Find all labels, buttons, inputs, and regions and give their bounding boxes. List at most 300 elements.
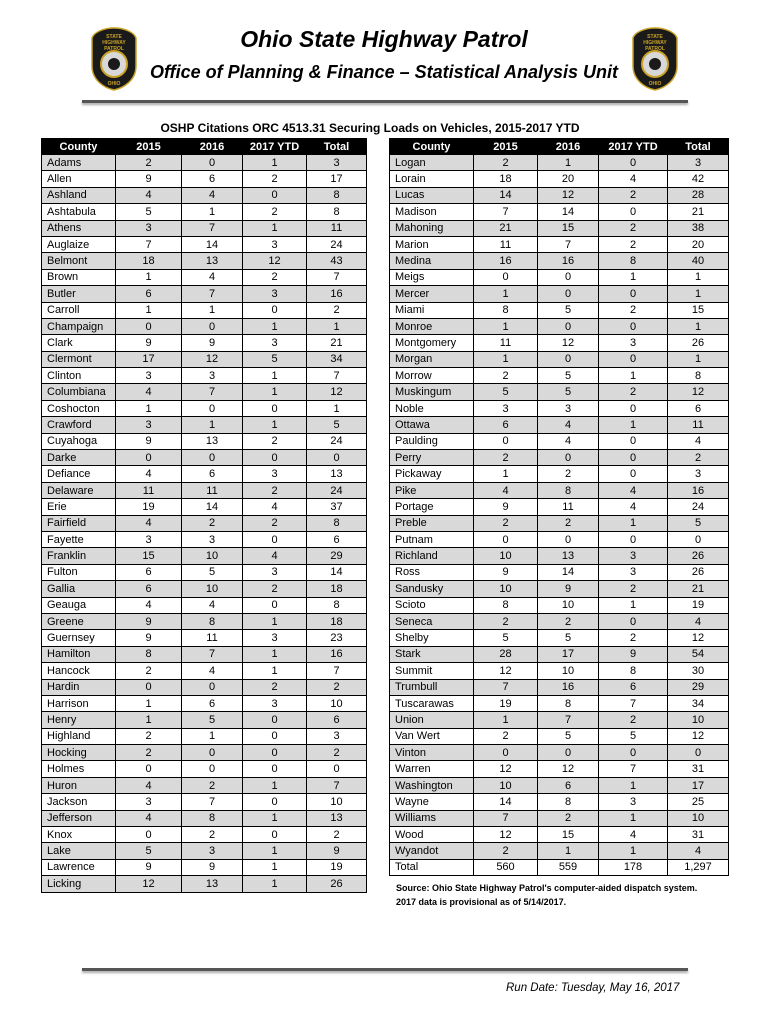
cell-total: 3 <box>668 155 729 171</box>
cell-2017-ytd: 2 <box>243 679 307 695</box>
cell-total: 11 <box>668 417 729 433</box>
cell-2015: 2 <box>474 613 538 629</box>
table-row <box>42 843 367 859</box>
cell-2015: 16 <box>474 253 538 269</box>
cell-2016: 0 <box>538 269 599 285</box>
cell-total: 8 <box>307 187 367 203</box>
cell-total: 13 <box>307 466 367 482</box>
cell-2017-ytd: 0 <box>599 204 668 220</box>
cell-2017-ytd: 0 <box>243 827 307 843</box>
cell-2015: 8 <box>474 597 538 613</box>
table-row <box>42 368 367 384</box>
cell-2017-ytd: 1 <box>243 777 307 793</box>
cell-2016: 5 <box>538 368 599 384</box>
cell-county: Paulding <box>390 433 474 449</box>
cell-2017-ytd: 2 <box>599 236 668 252</box>
cell-county: Putnam <box>390 531 474 547</box>
cell-county: Jefferson <box>42 810 116 826</box>
cell-2015: 0 <box>116 761 182 777</box>
cell-total: 17 <box>668 777 729 793</box>
cell-2017-ytd: 1 <box>243 368 307 384</box>
cell-county: Ashtabula <box>42 204 116 220</box>
cell-2016: 2 <box>182 777 243 793</box>
cell-2017-ytd: 0 <box>599 466 668 482</box>
badge-left-text-3: PATROL <box>104 46 124 52</box>
cell-2016: 5 <box>538 384 599 400</box>
cell-county: Morrow <box>390 368 474 384</box>
table-row <box>42 613 367 629</box>
cell-2017-ytd: 1 <box>243 318 307 334</box>
cell-2016: 11 <box>538 499 599 515</box>
table-row <box>390 712 729 728</box>
cell-2016: 17 <box>538 646 599 662</box>
cell-2016: 0 <box>538 286 599 302</box>
cell-2015: 12 <box>474 663 538 679</box>
cell-2016: 12 <box>538 761 599 777</box>
table-row <box>42 531 367 547</box>
cell-2016: 8 <box>538 695 599 711</box>
cell-county: Pike <box>390 482 474 498</box>
cell-total: 38 <box>668 220 729 236</box>
cell-total: 7 <box>307 663 367 679</box>
table-row <box>390 564 729 580</box>
badge-left-text-2: HIGHWAY <box>102 40 126 46</box>
cell-2015: 4 <box>116 777 182 793</box>
cell-2015: 9 <box>116 630 182 646</box>
table-row <box>390 499 729 515</box>
cell-county: Hocking <box>42 745 116 761</box>
cell-county: Meigs <box>390 269 474 285</box>
cell-total: 4 <box>668 613 729 629</box>
cell-total: 1 <box>668 286 729 302</box>
cell-county: Champaign <box>42 318 116 334</box>
cell-total: 3 <box>307 155 367 171</box>
table-row <box>42 810 367 826</box>
cell-total: 7 <box>307 368 367 384</box>
cell-total: 14 <box>307 564 367 580</box>
table-row <box>42 761 367 777</box>
table-row <box>42 417 367 433</box>
cell-county: Vinton <box>390 745 474 761</box>
table-row <box>42 876 367 892</box>
cell-2017-ytd: 2 <box>599 220 668 236</box>
table-row <box>390 794 729 810</box>
cell-county: Belmont <box>42 253 116 269</box>
cell-total: 1,297 <box>668 859 729 875</box>
cell-2015: 1 <box>474 318 538 334</box>
cell-2016: 0 <box>538 450 599 466</box>
cell-2016: 1 <box>538 155 599 171</box>
cell-2017-ytd: 2 <box>599 581 668 597</box>
citations-table-left <box>41 138 367 893</box>
cell-total: 12 <box>668 728 729 744</box>
cell-2017-ytd: 1 <box>599 515 668 531</box>
cell-2015: 3 <box>116 794 182 810</box>
cell-2016: 4 <box>538 433 599 449</box>
cell-2016: 14 <box>538 204 599 220</box>
cell-total: 8 <box>307 204 367 220</box>
cell-2015: 10 <box>474 548 538 564</box>
cell-county: Harrison <box>42 695 116 711</box>
table-row <box>390 433 729 449</box>
cell-2015: 18 <box>116 253 182 269</box>
cell-2017-ytd: 2 <box>243 433 307 449</box>
cell-2017-ytd: 0 <box>243 712 307 728</box>
cell-county: Fairfield <box>42 515 116 531</box>
cell-county: Union <box>390 712 474 728</box>
cell-total: 5 <box>307 417 367 433</box>
cell-2015: 3 <box>116 220 182 236</box>
table-row <box>390 728 729 744</box>
cell-2015: 1 <box>116 695 182 711</box>
cell-2016: 8 <box>538 794 599 810</box>
cell-2016: 4 <box>182 597 243 613</box>
table-row <box>42 450 367 466</box>
cell-total: 8 <box>307 515 367 531</box>
column-header-2016: 2016 <box>182 139 243 155</box>
cell-county: Delaware <box>42 482 116 498</box>
cell-2017-ytd: 4 <box>599 171 668 187</box>
cell-total: 26 <box>668 548 729 564</box>
cell-2017-ytd: 2 <box>243 269 307 285</box>
cell-2017-ytd: 3 <box>599 564 668 580</box>
cell-2017-ytd: 1 <box>599 777 668 793</box>
cell-total: 8 <box>307 597 367 613</box>
cell-2017-ytd: 0 <box>243 794 307 810</box>
cell-2017-ytd: 2 <box>243 515 307 531</box>
cell-2016: 2 <box>182 827 243 843</box>
table-row <box>42 433 367 449</box>
cell-2017-ytd: 8 <box>599 253 668 269</box>
cell-2017-ytd: 8 <box>599 663 668 679</box>
cell-2016: 4 <box>182 663 243 679</box>
cell-2017-ytd: 1 <box>243 843 307 859</box>
cell-2017-ytd: 1 <box>243 663 307 679</box>
cell-county: Athens <box>42 220 116 236</box>
cell-county: Logan <box>390 155 474 171</box>
cell-2016: 0 <box>182 400 243 416</box>
cell-2016: 2 <box>538 613 599 629</box>
cell-2015: 3 <box>474 400 538 416</box>
cell-county: Greene <box>42 613 116 629</box>
cell-2017-ytd: 2 <box>599 630 668 646</box>
table-row <box>390 417 729 433</box>
cell-2017-ytd: 3 <box>599 335 668 351</box>
cell-county: Wood <box>390 827 474 843</box>
table-header-row <box>390 139 729 155</box>
table-row <box>42 745 367 761</box>
cell-2017-ytd: 2 <box>243 482 307 498</box>
cell-total: 31 <box>668 827 729 843</box>
cell-2016: 3 <box>538 400 599 416</box>
cell-county: Jackson <box>42 794 116 810</box>
cell-total: 15 <box>668 302 729 318</box>
cell-total: 12 <box>668 384 729 400</box>
table-row <box>390 695 729 711</box>
cell-total: 17 <box>307 171 367 187</box>
cell-total: 26 <box>668 564 729 580</box>
cell-2016: 9 <box>182 335 243 351</box>
badge-left-text-1: STATE <box>106 34 122 40</box>
table-row <box>390 482 729 498</box>
cell-2016: 13 <box>182 433 243 449</box>
table-row <box>42 269 367 285</box>
cell-2017-ytd: 3 <box>243 564 307 580</box>
cell-county: Allen <box>42 171 116 187</box>
cell-county: Washington <box>390 777 474 793</box>
cell-2016: 14 <box>538 564 599 580</box>
table-row <box>390 613 729 629</box>
table-row <box>42 171 367 187</box>
cell-2015: 1 <box>116 302 182 318</box>
table-row <box>390 581 729 597</box>
cell-2016: 20 <box>538 171 599 187</box>
cell-2017-ytd: 3 <box>599 794 668 810</box>
cell-county: Perry <box>390 450 474 466</box>
cell-total: 16 <box>668 482 729 498</box>
cell-2016: 15 <box>538 220 599 236</box>
cell-2016: 7 <box>182 286 243 302</box>
table-row <box>390 286 729 302</box>
cell-2015: 9 <box>116 613 182 629</box>
cell-2017-ytd: 0 <box>599 613 668 629</box>
table-row <box>390 204 729 220</box>
table-row <box>42 253 367 269</box>
cell-county: Clark <box>42 335 116 351</box>
cell-2015: 0 <box>116 679 182 695</box>
cell-2015: 9 <box>116 335 182 351</box>
table-row <box>42 351 367 367</box>
table-row <box>390 827 729 843</box>
cell-total: 29 <box>668 679 729 695</box>
cell-2017-ytd: 1 <box>243 417 307 433</box>
cell-2016: 14 <box>182 236 243 252</box>
badge-right-text-3: PATROL <box>645 46 665 52</box>
table-row <box>42 728 367 744</box>
cell-total: 1 <box>668 318 729 334</box>
cell-county: Auglaize <box>42 236 116 252</box>
table-row <box>42 597 367 613</box>
cell-2016: 0 <box>182 679 243 695</box>
cell-county: Medina <box>390 253 474 269</box>
cell-total: 21 <box>307 335 367 351</box>
cell-2015: 1 <box>116 400 182 416</box>
cell-county: Adams <box>42 155 116 171</box>
cell-2015: 12 <box>474 827 538 843</box>
cell-county: Hardin <box>42 679 116 695</box>
cell-2016: 3 <box>182 531 243 547</box>
cell-total: 0 <box>668 745 729 761</box>
table-row <box>42 859 367 875</box>
footer-divider <box>82 968 688 971</box>
cell-2016: 8 <box>182 613 243 629</box>
cell-2015: 9 <box>116 859 182 875</box>
cell-2017-ytd: 1 <box>243 810 307 826</box>
cell-2016: 5 <box>182 564 243 580</box>
cell-county: Madison <box>390 204 474 220</box>
cell-2015: 2 <box>116 155 182 171</box>
cell-2016: 0 <box>538 531 599 547</box>
cell-county: Lucas <box>390 187 474 203</box>
cell-total: 26 <box>668 335 729 351</box>
cell-2016: 16 <box>538 679 599 695</box>
table-row <box>390 679 729 695</box>
column-header-2017-ytd: 2017 YTD <box>243 139 307 155</box>
cell-2015: 11 <box>116 482 182 498</box>
cell-2017-ytd: 2 <box>599 302 668 318</box>
table-row <box>390 777 729 793</box>
source-note: Source: Ohio State Highway Patrol's computer-aided dispatch system. 2017 data is provisional as of 5/14/2017. <box>396 883 698 907</box>
cell-2017-ytd: 0 <box>599 351 668 367</box>
cell-2016: 5 <box>538 728 599 744</box>
cell-2015: 8 <box>116 646 182 662</box>
table-row <box>390 335 729 351</box>
cell-total: 1 <box>668 269 729 285</box>
cell-county: Fayette <box>42 531 116 547</box>
cell-total: 16 <box>307 286 367 302</box>
cell-county: Coshocton <box>42 400 116 416</box>
cell-2016: 1 <box>182 417 243 433</box>
table-row <box>42 286 367 302</box>
cell-2016: 2 <box>538 515 599 531</box>
cell-total: 19 <box>668 597 729 613</box>
page-subtitle: Office of Planning & Finance – Statistical Analysis Unit <box>149 62 619 82</box>
cell-2016: 7 <box>182 384 243 400</box>
cell-2016: 13 <box>538 548 599 564</box>
cell-total: 13 <box>307 810 367 826</box>
cell-2016: 0 <box>182 155 243 171</box>
cell-county: Montgomery <box>390 335 474 351</box>
cell-total: 10 <box>668 810 729 826</box>
cell-total: 3 <box>307 728 367 744</box>
cell-county: Scioto <box>390 597 474 613</box>
cell-county: Fulton <box>42 564 116 580</box>
cell-2016: 7 <box>538 712 599 728</box>
cell-2015: 2 <box>474 450 538 466</box>
cell-2015: 19 <box>116 499 182 515</box>
table-row <box>390 646 729 662</box>
cell-2015: 17 <box>116 351 182 367</box>
cell-county: Monroe <box>390 318 474 334</box>
cell-2017-ytd: 7 <box>599 761 668 777</box>
cell-2015: 9 <box>116 171 182 187</box>
cell-county: Cuyahoga <box>42 433 116 449</box>
cell-2015: 6 <box>116 581 182 597</box>
cell-2017-ytd: 3 <box>243 236 307 252</box>
cell-2015: 0 <box>474 531 538 547</box>
table-row <box>390 351 729 367</box>
cell-total: 10 <box>668 712 729 728</box>
table-row <box>42 679 367 695</box>
cell-2015: 7 <box>474 810 538 826</box>
cell-2015: 11 <box>474 335 538 351</box>
cell-2017-ytd: 3 <box>243 695 307 711</box>
cell-2015: 4 <box>116 187 182 203</box>
cell-total: 12 <box>668 630 729 646</box>
cell-county: Ashland <box>42 187 116 203</box>
cell-2017-ytd: 0 <box>243 745 307 761</box>
cell-2015: 5 <box>474 630 538 646</box>
cell-2017-ytd: 0 <box>599 318 668 334</box>
cell-2016: 11 <box>182 630 243 646</box>
cell-total: 34 <box>668 695 729 711</box>
cell-total: 34 <box>307 351 367 367</box>
cell-2015: 4 <box>116 810 182 826</box>
cell-2016: 5 <box>182 712 243 728</box>
cell-2015: 0 <box>474 745 538 761</box>
cell-2017-ytd: 4 <box>599 499 668 515</box>
cell-county: Crawford <box>42 417 116 433</box>
cell-county: Noble <box>390 400 474 416</box>
cell-2017-ytd: 5 <box>599 728 668 744</box>
cell-2015: 9 <box>474 499 538 515</box>
cell-2016: 3 <box>182 368 243 384</box>
cell-2015: 1 <box>474 351 538 367</box>
cell-2016: 7 <box>538 236 599 252</box>
cell-2015: 0 <box>474 269 538 285</box>
cell-county: Clinton <box>42 368 116 384</box>
cell-2016: 0 <box>182 450 243 466</box>
cell-county: Shelby <box>390 630 474 646</box>
cell-county: Mahoning <box>390 220 474 236</box>
cell-2016: 12 <box>182 351 243 367</box>
cell-county: Licking <box>42 876 116 892</box>
cell-2015: 6 <box>116 286 182 302</box>
cell-county: Portage <box>390 499 474 515</box>
cell-county: Lorain <box>390 171 474 187</box>
cell-2017-ytd: 178 <box>599 859 668 875</box>
cell-2016: 0 <box>182 745 243 761</box>
cell-total: 20 <box>668 236 729 252</box>
cell-2015: 21 <box>474 220 538 236</box>
cell-2016: 10 <box>182 581 243 597</box>
cell-total: 11 <box>307 220 367 236</box>
cell-total: 16 <box>307 646 367 662</box>
table-row <box>390 630 729 646</box>
cell-2016: 1 <box>182 204 243 220</box>
table-row <box>42 515 367 531</box>
column-header-2016: 2016 <box>538 139 599 155</box>
cell-2015: 10 <box>474 581 538 597</box>
cell-total: 21 <box>668 204 729 220</box>
table-row <box>390 236 729 252</box>
cell-total: 26 <box>307 876 367 892</box>
cell-2015: 2 <box>474 515 538 531</box>
cell-2017-ytd: 3 <box>243 466 307 482</box>
cell-total: 18 <box>307 581 367 597</box>
cell-2015: 1 <box>116 712 182 728</box>
cell-2016: 8 <box>182 810 243 826</box>
cell-total: 25 <box>668 794 729 810</box>
cell-2016: 8 <box>538 482 599 498</box>
table-row <box>42 400 367 416</box>
cell-2016: 9 <box>182 859 243 875</box>
table-row <box>42 581 367 597</box>
table-row <box>42 712 367 728</box>
cell-2017-ytd: 3 <box>599 548 668 564</box>
cell-total: 5 <box>668 515 729 531</box>
cell-county: Defiance <box>42 466 116 482</box>
cell-2017-ytd: 12 <box>243 253 307 269</box>
cell-2017-ytd: 1 <box>243 876 307 892</box>
cell-total: 9 <box>307 843 367 859</box>
table-row <box>42 155 367 171</box>
cell-total: 2 <box>307 827 367 843</box>
cell-total: 1 <box>668 351 729 367</box>
cell-2016: 7 <box>182 220 243 236</box>
table-row <box>390 253 729 269</box>
cell-2017-ytd: 6 <box>599 679 668 695</box>
